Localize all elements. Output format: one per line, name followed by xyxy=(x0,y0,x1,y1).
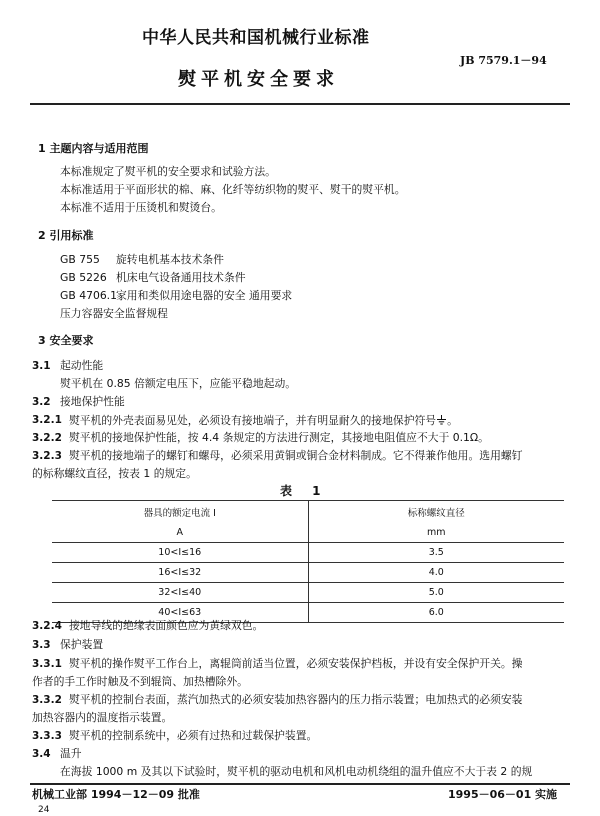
clause-3-2-4-number: 3.2.4 xyxy=(32,620,62,632)
clause-3-3-1-line-1: 熨平机的操作熨平工作台上，离辊筒前适当位置，必须安装保护档板，并设有安全保护开关。操 xyxy=(69,657,523,670)
issuing-org-title: 中华人民共和国机械行业标准 xyxy=(142,28,370,48)
section-2-heading: 2 引用标准 xyxy=(38,229,94,242)
table-1 xyxy=(52,500,564,623)
clause-3-3-title: 保护装置 xyxy=(60,638,104,651)
approval-statement: 机械工业部 1994－12－09 批准 xyxy=(32,788,200,801)
table-row xyxy=(52,583,564,603)
clause-3-2-3-number: 3.2.3 xyxy=(32,450,62,462)
table-1-unit-diameter: mm xyxy=(308,523,564,543)
table-cell-diameter: 3.5 xyxy=(308,543,564,563)
ground-symbol-icon xyxy=(436,415,447,425)
table-cell-current: 10<I≤16 xyxy=(52,543,308,563)
section-1-line-2: 本标准适用于平面形状的棉、麻、化纤等纺织物的熨平、熨干的熨平机。 xyxy=(60,183,406,196)
table-cell-diameter: 4.0 xyxy=(308,563,564,583)
table-cell-diameter: 6.0 xyxy=(308,603,564,623)
clause-3-2-4-body: 接地导线的绝缘表面颜色应为黄绿双色。 xyxy=(69,619,264,632)
table-cell-current: 32<I≤40 xyxy=(52,583,308,603)
clause-3-3-1-number: 3.3.1 xyxy=(32,658,62,670)
clause-3-3-2-number: 3.3.2 xyxy=(32,694,62,706)
table-1-header-diameter: 标称螺纹直径 xyxy=(308,501,564,524)
clause-3-3-3-body: 熨平机的控制系统中，必须有过热和过载保护装置。 xyxy=(69,729,318,742)
clause-3-3-1-line-2: 作者的手工作时触及不到辊筒、加热槽除外。 xyxy=(32,675,248,688)
header-rule xyxy=(30,103,570,105)
ref-code-3: GB 4706.1 xyxy=(60,289,117,302)
clause-3-2-number: 3.2 xyxy=(32,396,51,408)
section-1-heading: 1 主题内容与适用范围 xyxy=(38,142,149,155)
clause-3-4-title: 温升 xyxy=(60,747,82,760)
table-cell-current: 40<I≤63 xyxy=(52,603,308,623)
clause-3-2-3-line-2: 的标称螺纹直径，按表 1 的规定。 xyxy=(32,467,197,480)
clause-3-3-number: 3.3 xyxy=(32,639,51,651)
ref-title-4: 压力容器安全监督规程 xyxy=(60,307,168,320)
clause-3-2-1-end: 。 xyxy=(447,414,458,427)
ref-title-3: 家用和类似用途电器的安全 通用要求 xyxy=(116,289,293,302)
clause-3-2-1-body: 熨平机的外壳表面易见处，必须设有接地端子，并有明显耐久的接地保护符号 xyxy=(69,414,437,427)
clause-3-1-title: 起动性能 xyxy=(60,359,104,372)
section-1-line-1: 本标准规定了熨平机的安全要求和试验方法。 xyxy=(60,165,276,178)
table-1-caption: 表 1 xyxy=(280,484,329,498)
ref-title-1: 旋转电机基本技术条件 xyxy=(116,253,224,266)
section-1-line-3: 本标准不适用于压烫机和熨烫台。 xyxy=(60,201,222,214)
footer-rule xyxy=(30,783,570,785)
clause-3-3-2-line-2: 加热容器内的温度指示装置。 xyxy=(32,711,173,724)
clause-3-4-number: 3.4 xyxy=(32,748,51,760)
ref-code-1: GB 755 xyxy=(60,253,100,266)
table-1-header-current: 器具的额定电流 I xyxy=(52,501,308,524)
clause-3-2-title: 接地保护性能 xyxy=(60,395,125,408)
standard-number: JB 7579.1－94 xyxy=(460,54,547,67)
page-number: 24 xyxy=(38,805,50,815)
effective-date: 1995－06－01 实施 xyxy=(448,788,558,801)
ref-title-2: 机床电气设备通用技术条件 xyxy=(116,271,246,284)
table-1-unit-current: A xyxy=(52,523,308,543)
clause-3-2-1-line xyxy=(69,415,458,427)
clause-3-3-3-number: 3.3.3 xyxy=(32,730,62,742)
clause-3-2-2-number: 3.2.2 xyxy=(32,432,62,444)
table-row xyxy=(52,543,564,563)
clause-3-1-number: 3.1 xyxy=(32,360,51,372)
clause-3-2-1-number: 3.2.1 xyxy=(32,414,62,426)
table-cell-current: 16<I≤32 xyxy=(52,563,308,583)
clause-3-3-2-line-1: 熨平机的控制台表面，蒸汽加热式的必须安装加热容器内的压力指示装置；电加热式的必须安装 xyxy=(69,693,523,706)
clause-3-4-body: 在海拔 1000 m 及其以下试验时，熨平机的驱动电机和风机电动机绕组的温升值应不大于表 2 的规 xyxy=(60,765,533,778)
clause-3-2-3-line-1: 熨平机的接地端子的螺钉和螺母，必须采用黄铜或铜合金材料制成。它不得兼作他用。选用螺钉 xyxy=(69,449,523,462)
clause-3-1-body: 熨平机在 0.85 倍额定电压下，应能平稳地起动。 xyxy=(60,377,297,390)
document-title: 熨平机安全要求 xyxy=(178,69,339,90)
table-row xyxy=(52,563,564,583)
clause-3-2-2-body: 熨平机的接地保护性能，按 4.4 条规定的方法进行测定，其接地电阻值应不大于 0.1Ω。 xyxy=(69,431,489,444)
ref-code-2: GB 5226 xyxy=(60,271,107,284)
table-cell-diameter: 5.0 xyxy=(308,583,564,603)
section-3-heading: 3 安全要求 xyxy=(38,334,94,347)
